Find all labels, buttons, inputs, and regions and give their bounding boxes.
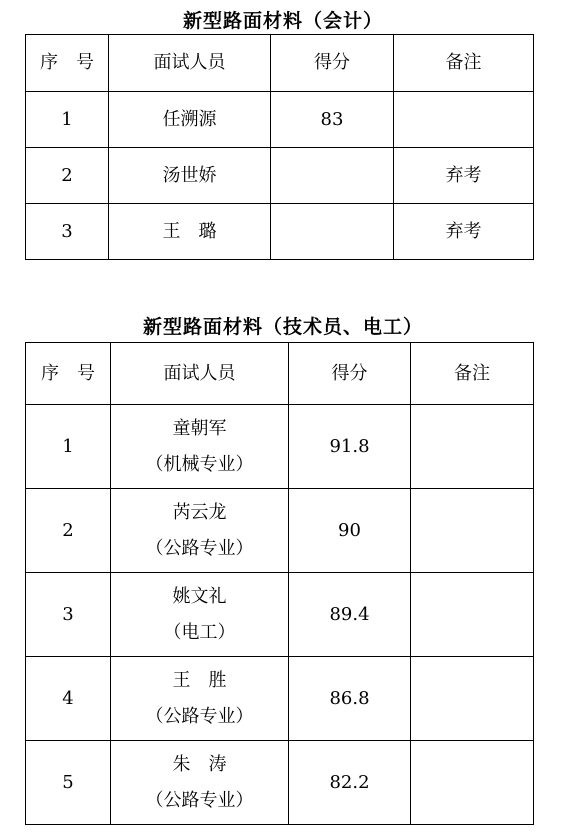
row-number: 1	[26, 405, 111, 489]
row-name: 姚文礼	[172, 585, 227, 607]
table-row	[26, 148, 534, 204]
table-row	[26, 657, 534, 741]
row-number: 2	[26, 148, 109, 204]
row-number: 4	[26, 657, 111, 741]
accounting-results-table	[25, 34, 534, 260]
table-row	[26, 92, 534, 148]
table-row	[26, 204, 534, 260]
row-specialty: （机械专业）	[145, 453, 254, 475]
row-remarks	[411, 489, 534, 573]
row-interviewee	[111, 405, 289, 489]
row-name: 汤世娇	[109, 148, 271, 204]
row-remarks	[394, 92, 534, 148]
row-score	[271, 148, 394, 204]
table2-title: 新型路面材料（技术员、电工）	[142, 316, 423, 338]
row-name: 任溯源	[109, 92, 271, 148]
row-remarks	[411, 405, 534, 489]
row-remarks	[411, 741, 534, 825]
row-remarks	[411, 657, 534, 741]
table1-title: 新型路面材料（会计）	[182, 10, 383, 32]
row-remarks	[411, 573, 534, 657]
row-name: 童朝军	[172, 417, 227, 439]
row-remarks: 弃考	[394, 204, 534, 260]
table-row	[26, 741, 534, 825]
row-number: 3	[26, 204, 109, 260]
header-score: 得分	[289, 343, 411, 405]
header-number: 序 号	[26, 343, 111, 405]
header-score: 得分	[271, 35, 394, 92]
row-interviewee	[111, 741, 289, 825]
row-interviewee	[111, 657, 289, 741]
table-row	[26, 405, 534, 489]
header-remarks: 备注	[394, 35, 534, 92]
technician-electrician-results-table	[25, 342, 534, 825]
row-specialty: （公路专业）	[145, 537, 254, 559]
row-name: 芮云龙	[172, 501, 227, 523]
header-number: 序 号	[26, 35, 109, 92]
row-number: 3	[26, 573, 111, 657]
row-score: 86.8	[289, 657, 411, 741]
row-specialty: （公路专业）	[145, 705, 254, 727]
row-score: 82.2	[289, 741, 411, 825]
row-interviewee	[111, 573, 289, 657]
header-interviewee: 面试人员	[109, 35, 271, 92]
row-name: 王 璐	[109, 204, 271, 260]
row-remarks: 弃考	[394, 148, 534, 204]
row-number: 5	[26, 741, 111, 825]
row-score: 91.8	[289, 405, 411, 489]
header-remarks: 备注	[411, 343, 534, 405]
table-row	[26, 573, 534, 657]
row-number: 2	[26, 489, 111, 573]
row-number: 1	[26, 92, 109, 148]
table-header-row	[26, 35, 534, 92]
table-header-row	[26, 343, 534, 405]
table-row	[26, 489, 534, 573]
header-interviewee: 面试人员	[111, 343, 289, 405]
row-score: 89.4	[289, 573, 411, 657]
row-specialty: （公路专业）	[145, 789, 254, 811]
row-score	[271, 204, 394, 260]
row-score: 90	[289, 489, 411, 573]
row-name: 朱 涛	[172, 753, 227, 775]
row-interviewee	[111, 489, 289, 573]
row-name: 王 胜	[172, 669, 227, 691]
row-score: 83	[271, 92, 394, 148]
row-specialty: （电工）	[163, 621, 236, 643]
